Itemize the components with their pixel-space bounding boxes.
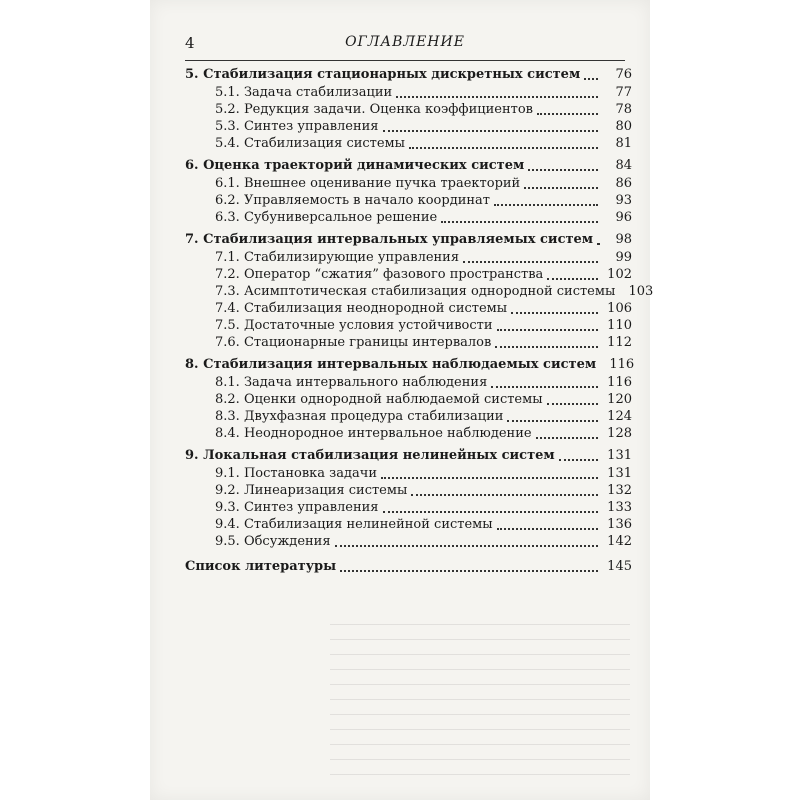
toc-entry-title: 9.1. Постановка задачи	[215, 466, 377, 481]
dot-leader	[497, 518, 598, 530]
dot-leader	[383, 501, 598, 513]
toc-entry-title: 7. Стабилизация интервальных управляемых систем	[185, 232, 594, 247]
toc-entry-title: 6.3. Субуниверсальное решение	[215, 210, 438, 225]
dot-leader	[494, 194, 598, 206]
toc-section-entry[interactable]	[185, 374, 632, 391]
toc-entry-title: 5. Стабилизация стационарных дискретных систем	[185, 67, 581, 82]
toc-page-number: 110	[607, 318, 632, 333]
toc-section-entry[interactable]	[185, 408, 632, 425]
toc-entry-title: 8.1. Задача интервального наблюдения	[215, 375, 488, 390]
dot-leader	[441, 211, 598, 223]
toc-section-entry[interactable]	[185, 300, 632, 317]
toc-page-number: 131	[607, 466, 632, 481]
toc-entry-title: 8.3. Двухфазная процедура стабилизации	[215, 409, 504, 424]
dot-leader	[383, 120, 598, 132]
toc-section-entry[interactable]	[185, 516, 632, 533]
toc-entry-title: 7.3. Асимптотическая стабилизация однородной системы	[215, 284, 616, 299]
toc-entry-title: 7.1. Стабилизирующие управления	[215, 250, 460, 265]
dot-leader	[495, 336, 598, 348]
toc-page-number: 103	[628, 284, 654, 299]
dot-leader	[597, 233, 598, 245]
dot-leader	[528, 159, 598, 171]
toc-section-entry[interactable]	[185, 249, 632, 266]
toc-page-number: 142	[607, 534, 632, 549]
toc-page-number: 131	[607, 448, 632, 463]
toc-entry-title: 9.2. Линеаризация системы	[215, 483, 408, 498]
dot-leader	[411, 484, 598, 496]
toc-section-entry[interactable]	[185, 118, 632, 135]
toc-entry-title: Список литературы	[185, 559, 337, 574]
toc-entry-title: 7.2. Оператор “сжатия” фазового пространства	[215, 267, 544, 282]
toc-chapter-entry[interactable]	[185, 231, 632, 249]
dot-leader	[396, 86, 598, 98]
toc-section-entry[interactable]	[185, 391, 632, 408]
toc-section-entry[interactable]	[185, 209, 632, 226]
toc-entry-title: 8.2. Оценки однородной наблюдаемой системы	[215, 392, 543, 407]
toc-section-entry[interactable]	[185, 84, 632, 101]
dot-leader	[537, 103, 598, 115]
toc-entry-title: 8. Стабилизация интервальных наблюдаемых систем	[185, 357, 597, 372]
toc-entry-title: 6. Оценка траекторий динамических систем	[185, 158, 525, 173]
toc-page-number: 112	[607, 335, 632, 350]
dot-leader	[547, 268, 598, 280]
toc-page-number: 128	[607, 426, 632, 441]
dot-leader	[409, 137, 598, 149]
toc-page-number: 102	[607, 267, 632, 282]
toc-section-entry[interactable]	[185, 425, 632, 442]
toc-page-number: 84	[615, 158, 632, 173]
dot-leader	[497, 319, 599, 331]
table-of-contents	[185, 66, 654, 575]
show-through-shadow	[330, 610, 630, 780]
toc-entry-title: 5.3. Синтез управления	[215, 119, 379, 134]
toc-chapter-entry[interactable]	[185, 356, 635, 374]
toc-section-entry[interactable]	[185, 465, 632, 482]
toc-entry-title: 5.2. Редукция задачи. Оценка коэффициентов	[215, 102, 533, 117]
toc-section-entry[interactable]	[185, 499, 632, 516]
toc-page-number: 77	[615, 85, 632, 100]
toc-section-entry[interactable]	[185, 482, 632, 499]
toc-page-number: 93	[615, 193, 632, 208]
toc-section-entry[interactable]	[185, 135, 632, 152]
toc-section-entry[interactable]	[185, 317, 632, 334]
toc-section-entry[interactable]	[185, 334, 632, 351]
toc-bibliography-entry[interactable]	[185, 558, 632, 575]
dot-leader	[381, 467, 598, 479]
toc-entry-title: 5.4. Стабилизация системы	[215, 136, 406, 151]
toc-entry-title: 7.4. Стабилизация неоднородной системы	[215, 301, 508, 316]
toc-page-number: 133	[607, 500, 632, 515]
dot-leader	[584, 68, 598, 80]
toc-page-number: 86	[615, 176, 632, 191]
toc-chapter-entry[interactable]	[185, 157, 632, 175]
toc-page-number: 145	[607, 559, 632, 574]
toc-entry-title: 9.5. Обсуждения	[215, 534, 331, 549]
page-title: ОГЛАВЛЕНИЕ	[345, 34, 465, 50]
toc-chapter-entry[interactable]	[185, 447, 632, 465]
dot-leader	[340, 560, 598, 572]
toc-section-entry[interactable]	[185, 533, 632, 550]
toc-section-entry[interactable]	[185, 101, 632, 118]
dot-leader	[335, 535, 598, 547]
toc-page-number: 124	[607, 409, 632, 424]
dot-leader	[491, 376, 598, 388]
toc-section-entry[interactable]	[185, 266, 632, 283]
toc-entry-title: 7.5. Достаточные условия устойчивости	[215, 318, 493, 333]
toc-entry-title: 6.2. Управляемость в начало координат	[215, 193, 490, 208]
toc-page-number: 76	[615, 67, 632, 82]
toc-page-number: 98	[615, 232, 632, 247]
toc-page-number: 136	[607, 517, 632, 532]
toc-page-number: 96	[615, 210, 632, 225]
dot-leader	[524, 177, 598, 189]
toc-chapter-entry[interactable]	[185, 66, 632, 84]
page-header	[185, 34, 625, 58]
header-rule	[185, 60, 625, 61]
toc-page-number: 116	[609, 357, 635, 372]
dot-leader	[507, 410, 598, 422]
dot-leader	[559, 449, 598, 461]
toc-page-number: 106	[607, 301, 632, 316]
toc-entry-title: 7.6. Стационарные границы интервалов	[215, 335, 492, 350]
toc-section-entry[interactable]	[185, 175, 632, 192]
toc-page-number: 116	[607, 375, 632, 390]
dot-leader	[536, 427, 598, 439]
toc-page-number: 78	[615, 102, 632, 117]
toc-page-number: 120	[607, 392, 632, 407]
toc-page-number: 99	[615, 250, 632, 265]
toc-page-number: 81	[615, 136, 632, 151]
toc-section-entry[interactable]	[185, 192, 632, 209]
toc-page-number: 132	[607, 483, 632, 498]
toc-entry-title: 9.4. Стабилизация нелинейной системы	[215, 517, 493, 532]
toc-section-entry[interactable]	[185, 283, 654, 300]
dot-leader	[463, 251, 598, 263]
toc-entry-title: 9. Локальная стабилизация нелинейных систем	[185, 448, 555, 463]
toc-entry-title: 9.3. Синтез управления	[215, 500, 379, 515]
dot-leader	[511, 302, 598, 314]
toc-entry-title: 8.4. Неоднородное интервальное наблюдение	[215, 426, 532, 441]
dot-leader	[547, 393, 598, 405]
page-number: 4	[185, 34, 195, 52]
toc-entry-title: 5.1. Задача стабилизации	[215, 85, 393, 100]
toc-entry-title: 6.1. Внешнее оценивание пучка траекторий	[215, 176, 521, 191]
toc-page-number: 80	[615, 119, 632, 134]
